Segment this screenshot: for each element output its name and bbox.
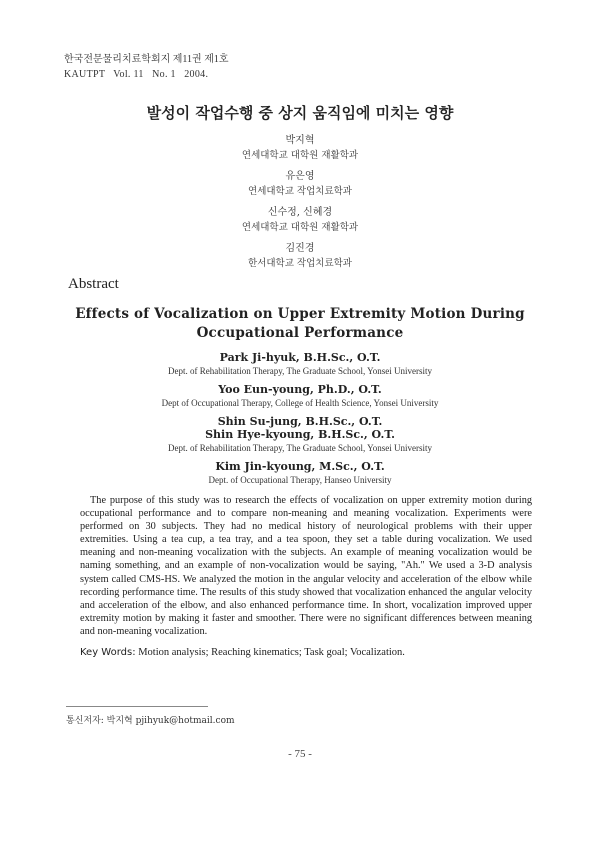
- abstract-body: The purpose of this study was to research the effects of vocalization on upper extremity motion during occupational performance and to compare non-meaning and meaning vocalization. Experiments were performed on 30 subjects. They had no medical history of neurological problems with their upper extremities. Using a tea cup, a tea tray, and a tea spoon, they set a table during vocalization. We used meaning and non-meaning vocalization with the subjects. An example of meaning vocalization would be naming something, and an example of non-vocalization would be saying, "Ah." We used a 3-D analysis system called CMS-HS. We analyzed the motion in the angular velocity and acceleration of the elbow while recording performance time. The results of this study showed that vocalization enhanced the angular velocity and acceleration of the elbow, and also enhanced performance time. In short, vocalization improved upper extremity motion by making it faster and smoother. There were no significant differences between meaning and non-meaning vocalization.: [80, 495, 532, 637]
- korean-author-affiliation: 연세대학교 작업치료학과: [248, 186, 352, 197]
- page-number: - 75 -: [288, 748, 312, 760]
- keywords-text: Motion analysis; Reaching kinematics; Task goal; Vocalization.: [138, 647, 405, 658]
- keywords-label: Key Words:: [80, 647, 136, 658]
- journal-line-english: KAUTPT Vol. 11 No. 1 2004.: [64, 69, 209, 80]
- journal-header: [64, 52, 229, 82]
- english-author-name: Park Ji-hyuk, B.H.Sc., O.T.: [219, 351, 381, 364]
- keywords: [80, 647, 405, 658]
- korean-authors: [0, 133, 600, 277]
- english-author-name: Shin Hye-kyoung, B.H.Sc., O.T.: [205, 428, 395, 441]
- english-title-line: Occupational Performance: [196, 325, 404, 341]
- english-author-name: Yoo Eun-young, Ph.D., O.T.: [218, 383, 382, 396]
- english-title-line: Effects of Vocalization on Upper Extremity Motion During: [75, 306, 525, 322]
- korean-title: 발성이 작업수행 중 상지 움직임에 미치는 영향: [146, 104, 454, 122]
- english-title: [0, 305, 600, 343]
- english-author-affiliation: Dept of Occupational Therapy, College of Health Science, Yonsei University: [161, 398, 439, 408]
- english-author-name: Kim Jin-kyoung, M.Sc., O.T.: [215, 460, 385, 473]
- korean-author-name: 유은영: [285, 171, 315, 182]
- footnote-divider: [66, 706, 208, 707]
- korean-author-affiliation: 연세대학교 대학원 재활학과: [241, 150, 359, 161]
- corresponding-author-footnote: 통신저자: 박지혁 pjihyuk@hotmail.com: [66, 716, 235, 726]
- korean-author-affiliation: 한서대학교 작업치료학과: [248, 258, 352, 269]
- english-author-affiliation: Dept. of Occupational Therapy, Hanseo University: [208, 475, 392, 485]
- english-author-affiliation: Dept. of Rehabilitation Therapy, The Graduate School, Yonsei University: [167, 443, 433, 453]
- journal-line-korean: 한국전문물리치료학회지 제11권 제1호: [64, 54, 229, 65]
- korean-author-name: 박지혁: [285, 135, 315, 146]
- korean-author-affiliation: 연세대학교 대학원 재활학과: [241, 222, 359, 233]
- abstract-heading: Abstract: [68, 276, 119, 292]
- english-author-name: Shin Su-jung, B.H.Sc., O.T.: [217, 415, 383, 428]
- english-authors: [0, 351, 600, 492]
- english-author-affiliation: Dept. of Rehabilitation Therapy, The Graduate School, Yonsei University: [167, 366, 433, 376]
- korean-author-name: 신수정, 신혜경: [267, 207, 333, 218]
- korean-author-name: 김진경: [285, 243, 315, 254]
